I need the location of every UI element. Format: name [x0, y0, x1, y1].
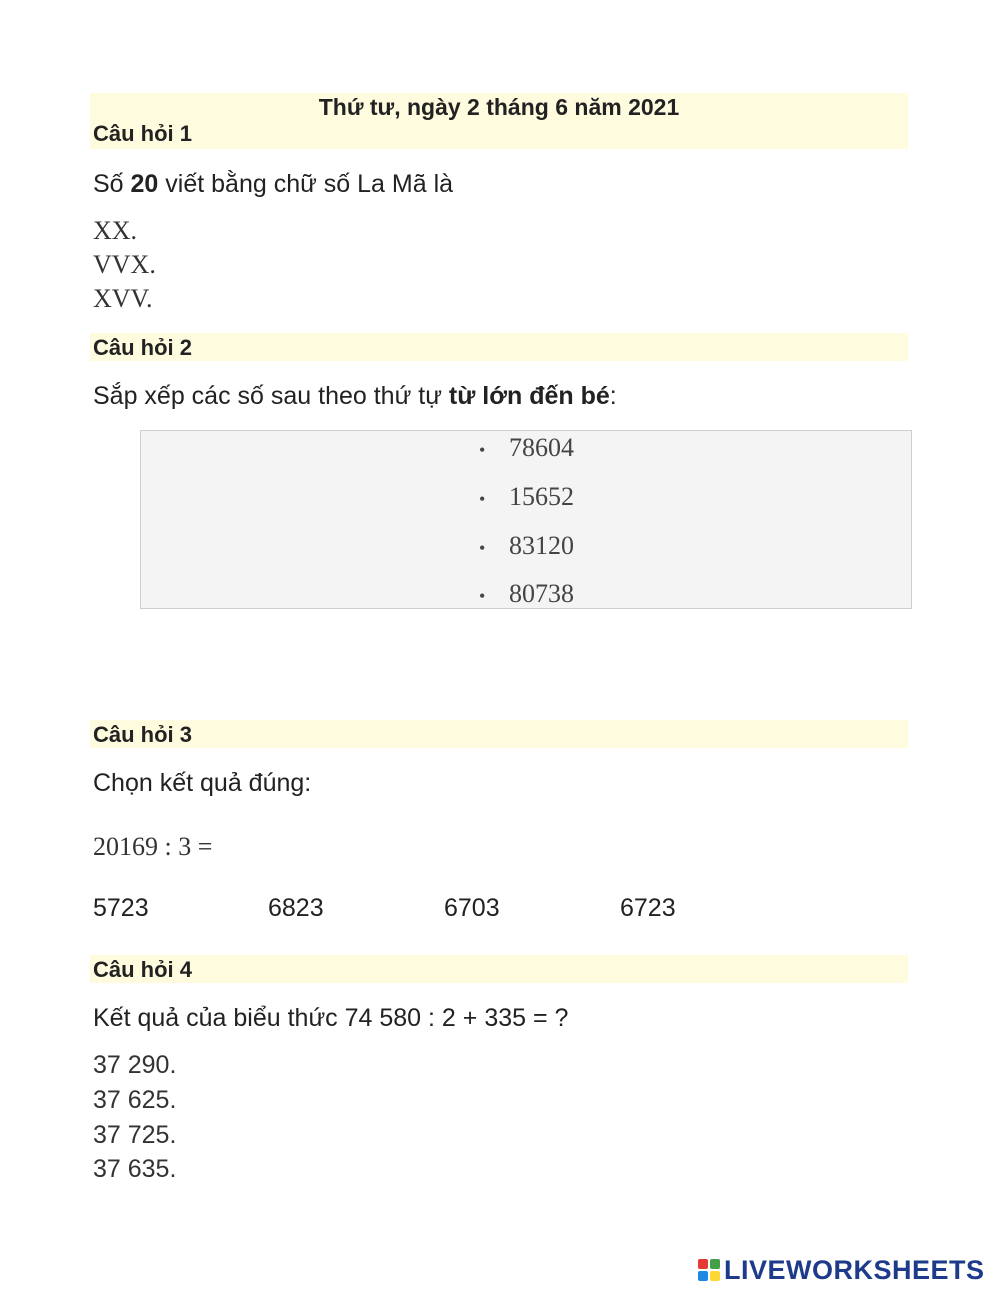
- sortable-item[interactable]: [479, 433, 574, 465]
- question-4-option-d[interactable]: 37 635.: [93, 1155, 177, 1183]
- question-1-option-c[interactable]: XVV.: [93, 284, 153, 313]
- question-3-expression: 20169 : 3 =: [93, 832, 213, 861]
- question-4-option-c[interactable]: 37 725.: [93, 1121, 177, 1149]
- question-4-option-b[interactable]: 37 625.: [93, 1086, 177, 1114]
- question-4-header-band: [90, 955, 908, 983]
- sortable-list-box[interactable]: [140, 430, 912, 609]
- question-4-prompt: Kết quả của biểu thức 74 580 : 2 + 335 = ?: [93, 1004, 569, 1032]
- question-3-header-band: [90, 720, 908, 748]
- logo-text: LIVEWORKSHEETS: [724, 1254, 985, 1285]
- sortable-item[interactable]: [479, 531, 574, 563]
- sortable-item-value: 78604: [509, 433, 574, 462]
- question-3-choice-c[interactable]: 6703: [444, 894, 500, 922]
- bullet-icon: •: [479, 489, 486, 510]
- question-2-header-band: [90, 333, 908, 361]
- question-1-prompt: [93, 169, 453, 199]
- question-2-prompt: [93, 381, 617, 411]
- question-3-choice-d[interactable]: 6723: [620, 894, 676, 922]
- sortable-item-value: 80738: [509, 579, 574, 608]
- bullet-icon: •: [479, 440, 486, 461]
- question-2-prompt-pre: Sắp xếp các số sau theo thứ tự: [93, 382, 449, 410]
- page-date: Thứ tư, ngày 2 tháng 6 năm 2021: [318, 94, 680, 120]
- question-1-title: Câu hỏi 1: [93, 121, 193, 146]
- question-1-option-a[interactable]: XX.: [93, 216, 138, 245]
- bullet-icon: •: [479, 586, 486, 607]
- question-4-title: Câu hỏi 4: [93, 957, 193, 982]
- question-1-prompt-bold: 20: [130, 170, 159, 198]
- question-3-choice-b[interactable]: 6823: [268, 894, 324, 922]
- question-4-option-a[interactable]: 37 290.: [93, 1051, 177, 1079]
- question-2-title: Câu hỏi 2: [93, 335, 193, 360]
- liveworksheets-logo: [698, 1253, 985, 1287]
- question-1-option-b[interactable]: VVX.: [93, 250, 156, 279]
- question-2-prompt-post: :: [609, 382, 617, 410]
- sortable-item-value: 15652: [509, 482, 574, 511]
- sortable-item[interactable]: [479, 482, 574, 514]
- question-1-prompt-pre: Số: [93, 170, 131, 198]
- question-2-prompt-bold: từ lớn đến bé: [448, 382, 610, 410]
- bullet-icon: •: [479, 538, 486, 559]
- logo-blocks-icon: [698, 1259, 720, 1281]
- question-3-title: Câu hỏi 3: [93, 722, 193, 747]
- question-1-prompt-post: viết bằng chữ số La Mã là: [158, 170, 454, 198]
- question-3-choice-a[interactable]: 5723: [93, 894, 149, 922]
- sortable-item[interactable]: [479, 579, 574, 611]
- sortable-item-value: 83120: [509, 531, 574, 560]
- question-3-prompt: Chọn kết quả đúng:: [93, 769, 312, 797]
